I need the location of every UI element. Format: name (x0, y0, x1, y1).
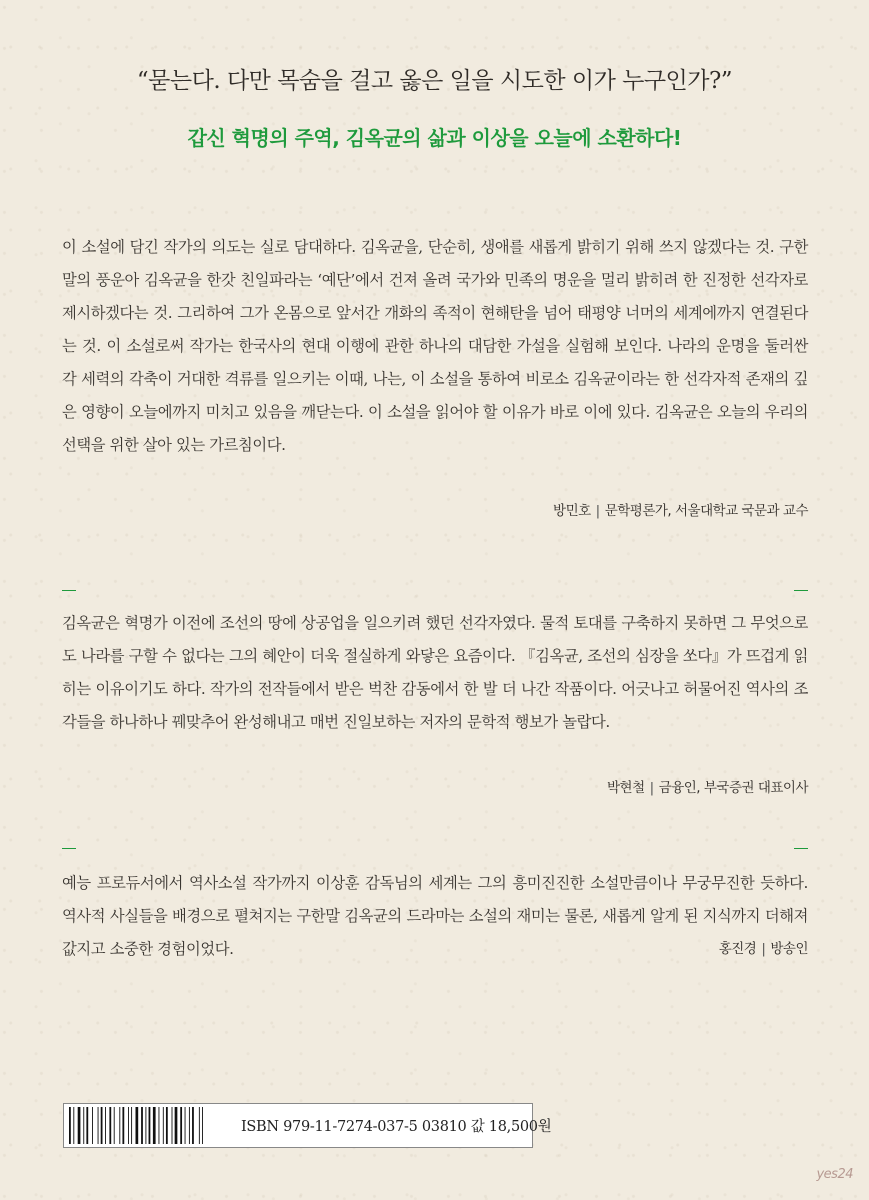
separator: | (595, 503, 600, 519)
subtitle: 갑신 혁명의 주역, 김옥균의 삶과 이상을 오늘에 소환하다! (187, 126, 682, 150)
barcode-bar (145, 1107, 146, 1144)
review-text: 예능 프로듀서에서 역사소설 작가까지 이상훈 감독님의 세계는 그의 흥미진진한 소설만큼이나 무궁무진한 듯하다. 역사적 사실들을 배경으로 펼쳐지는 구한말 김옥균의 드라마는 소설의 재미는 물론, 새롭게 알게 된 지식까지 더해져 값지고 소중한 경험이었다. (62, 874, 808, 958)
watermark-logo: yes24 (816, 1167, 853, 1182)
separator: | (649, 780, 654, 796)
barcode-bar (189, 1107, 190, 1144)
review-3 (62, 867, 808, 966)
barcode-bar (136, 1107, 139, 1144)
separator: | (761, 941, 766, 957)
barcode-bar (202, 1107, 203, 1144)
barcode-bar (141, 1107, 143, 1144)
reviewer-name: 방민호 (553, 503, 591, 519)
review-text: 김옥균은 혁명가 이전에 조선의 땅에 상공업을 일으키려 했던 선각자였다. 물적 토대를 구축하지 못하면 그 무엇으로도 나라를 구할 수 없다는 그의 혜안이 더욱 절실하게 와닿은 요즘이다. 『김옥균, 조선의 심장을 쏘다』가 뜨겁게 읽히는 이유이기도 하다. 작가의 전작들에서 받은 벅찬 감동에서 한 발 더 나간 작품이다. 어긋나고 허물어진 역사의 조각들을 하나하나 꿰맞추어 완성해내고 매번 진일보하는 저자의 문학적 행보가 놀랍다. (62, 614, 808, 731)
review-signature (607, 772, 808, 805)
barcode-bar (78, 1107, 81, 1144)
barcode-bar (122, 1107, 124, 1144)
reviewer-title: 문학평론가, 서울대학교 국문과 교수 (604, 503, 808, 519)
barcode-bar (199, 1107, 200, 1144)
barcode-image (67, 1107, 232, 1144)
barcode-bar (92, 1107, 93, 1144)
divider-dash-right (794, 848, 808, 849)
barcode-bar (166, 1107, 168, 1144)
barcode-bar (180, 1107, 182, 1144)
barcode-bar (114, 1107, 115, 1144)
barcode-bar (109, 1107, 111, 1144)
divider-dash-left (62, 848, 76, 849)
barcode-bar (175, 1107, 178, 1144)
review-signature (719, 933, 808, 966)
headline-quote: “묻는다. 다만 목숨을 걸고 옳은 일을 시도한 이가 누구인가?” (136, 68, 733, 94)
barcode-bar (101, 1107, 103, 1144)
barcode-bar (69, 1107, 71, 1144)
divider-dash-left (62, 590, 76, 591)
barcode-bar (149, 1107, 151, 1144)
isbn-price: ISBN 979-11-7274-037-5 03810 값 18,500원 (241, 1119, 552, 1135)
review-text: 이 소설에 담긴 작가의 의도는 실로 담대하다. 김옥균을, 단순히, 생애를 새롭게 밝히기 위해 쓰지 않겠다는 것. 구한말의 풍운아 김옥균을 한갓 친일파라는 ‘예단’에서 건져 올려 국가와 민족의 명운을 멀리 밝히려 한 진정한 선각자로 제시하겠다는 것. 그리하여 그가 온몸으로 앞서간 개화의 족적이 현해탄을 넘어 태평양 너머의 세계에까지 연결된다는 것. 이 소설로써 작가는 한국사의 현대 이행에 관한 하나의 대담한 가설을 실험해 보인다. 나라의 운명을 둘러싼 각 세력의 각축이 거대한 격류를 일으키는 이때, 나는, 이 소설을 통하여 비로소 김옥균이라는 한 선각자적 존재의 깊은 영향이 오늘에까지 미치고 있음을 깨닫는다. 이 소설을 읽어야 할 이유가 바로 이에 있다. 김옥균은 오늘의 우리의 선택을 위한 살아 있는 가르침이다. (62, 238, 808, 454)
barcode-bar (83, 1107, 84, 1144)
review-1 (62, 231, 808, 528)
review-signature (553, 495, 808, 528)
review-2 (62, 607, 808, 805)
barcode-bar (159, 1107, 160, 1144)
barcode-box (63, 1103, 552, 1148)
divider-dash-right (794, 590, 808, 591)
barcode-bar (163, 1107, 164, 1144)
reviewer-name: 홍진경 (718, 941, 757, 957)
barcode-bar (73, 1107, 74, 1144)
barcode-bar (98, 1107, 99, 1144)
barcode-bar (185, 1107, 186, 1144)
barcode-bar (86, 1107, 88, 1144)
barcode-bar (192, 1107, 194, 1144)
barcode-bar (128, 1107, 129, 1144)
barcode-bar (105, 1107, 106, 1144)
reviewer-title: 방송인 (770, 941, 808, 957)
barcode-bar (153, 1107, 156, 1144)
barcode-bar (131, 1107, 132, 1144)
barcode-bar (172, 1107, 173, 1144)
barcode-bar (119, 1107, 120, 1144)
reviewer-title: 금융인, 부국증권 대표이사 (658, 780, 808, 796)
reviewer-name: 박현철 (606, 780, 645, 796)
